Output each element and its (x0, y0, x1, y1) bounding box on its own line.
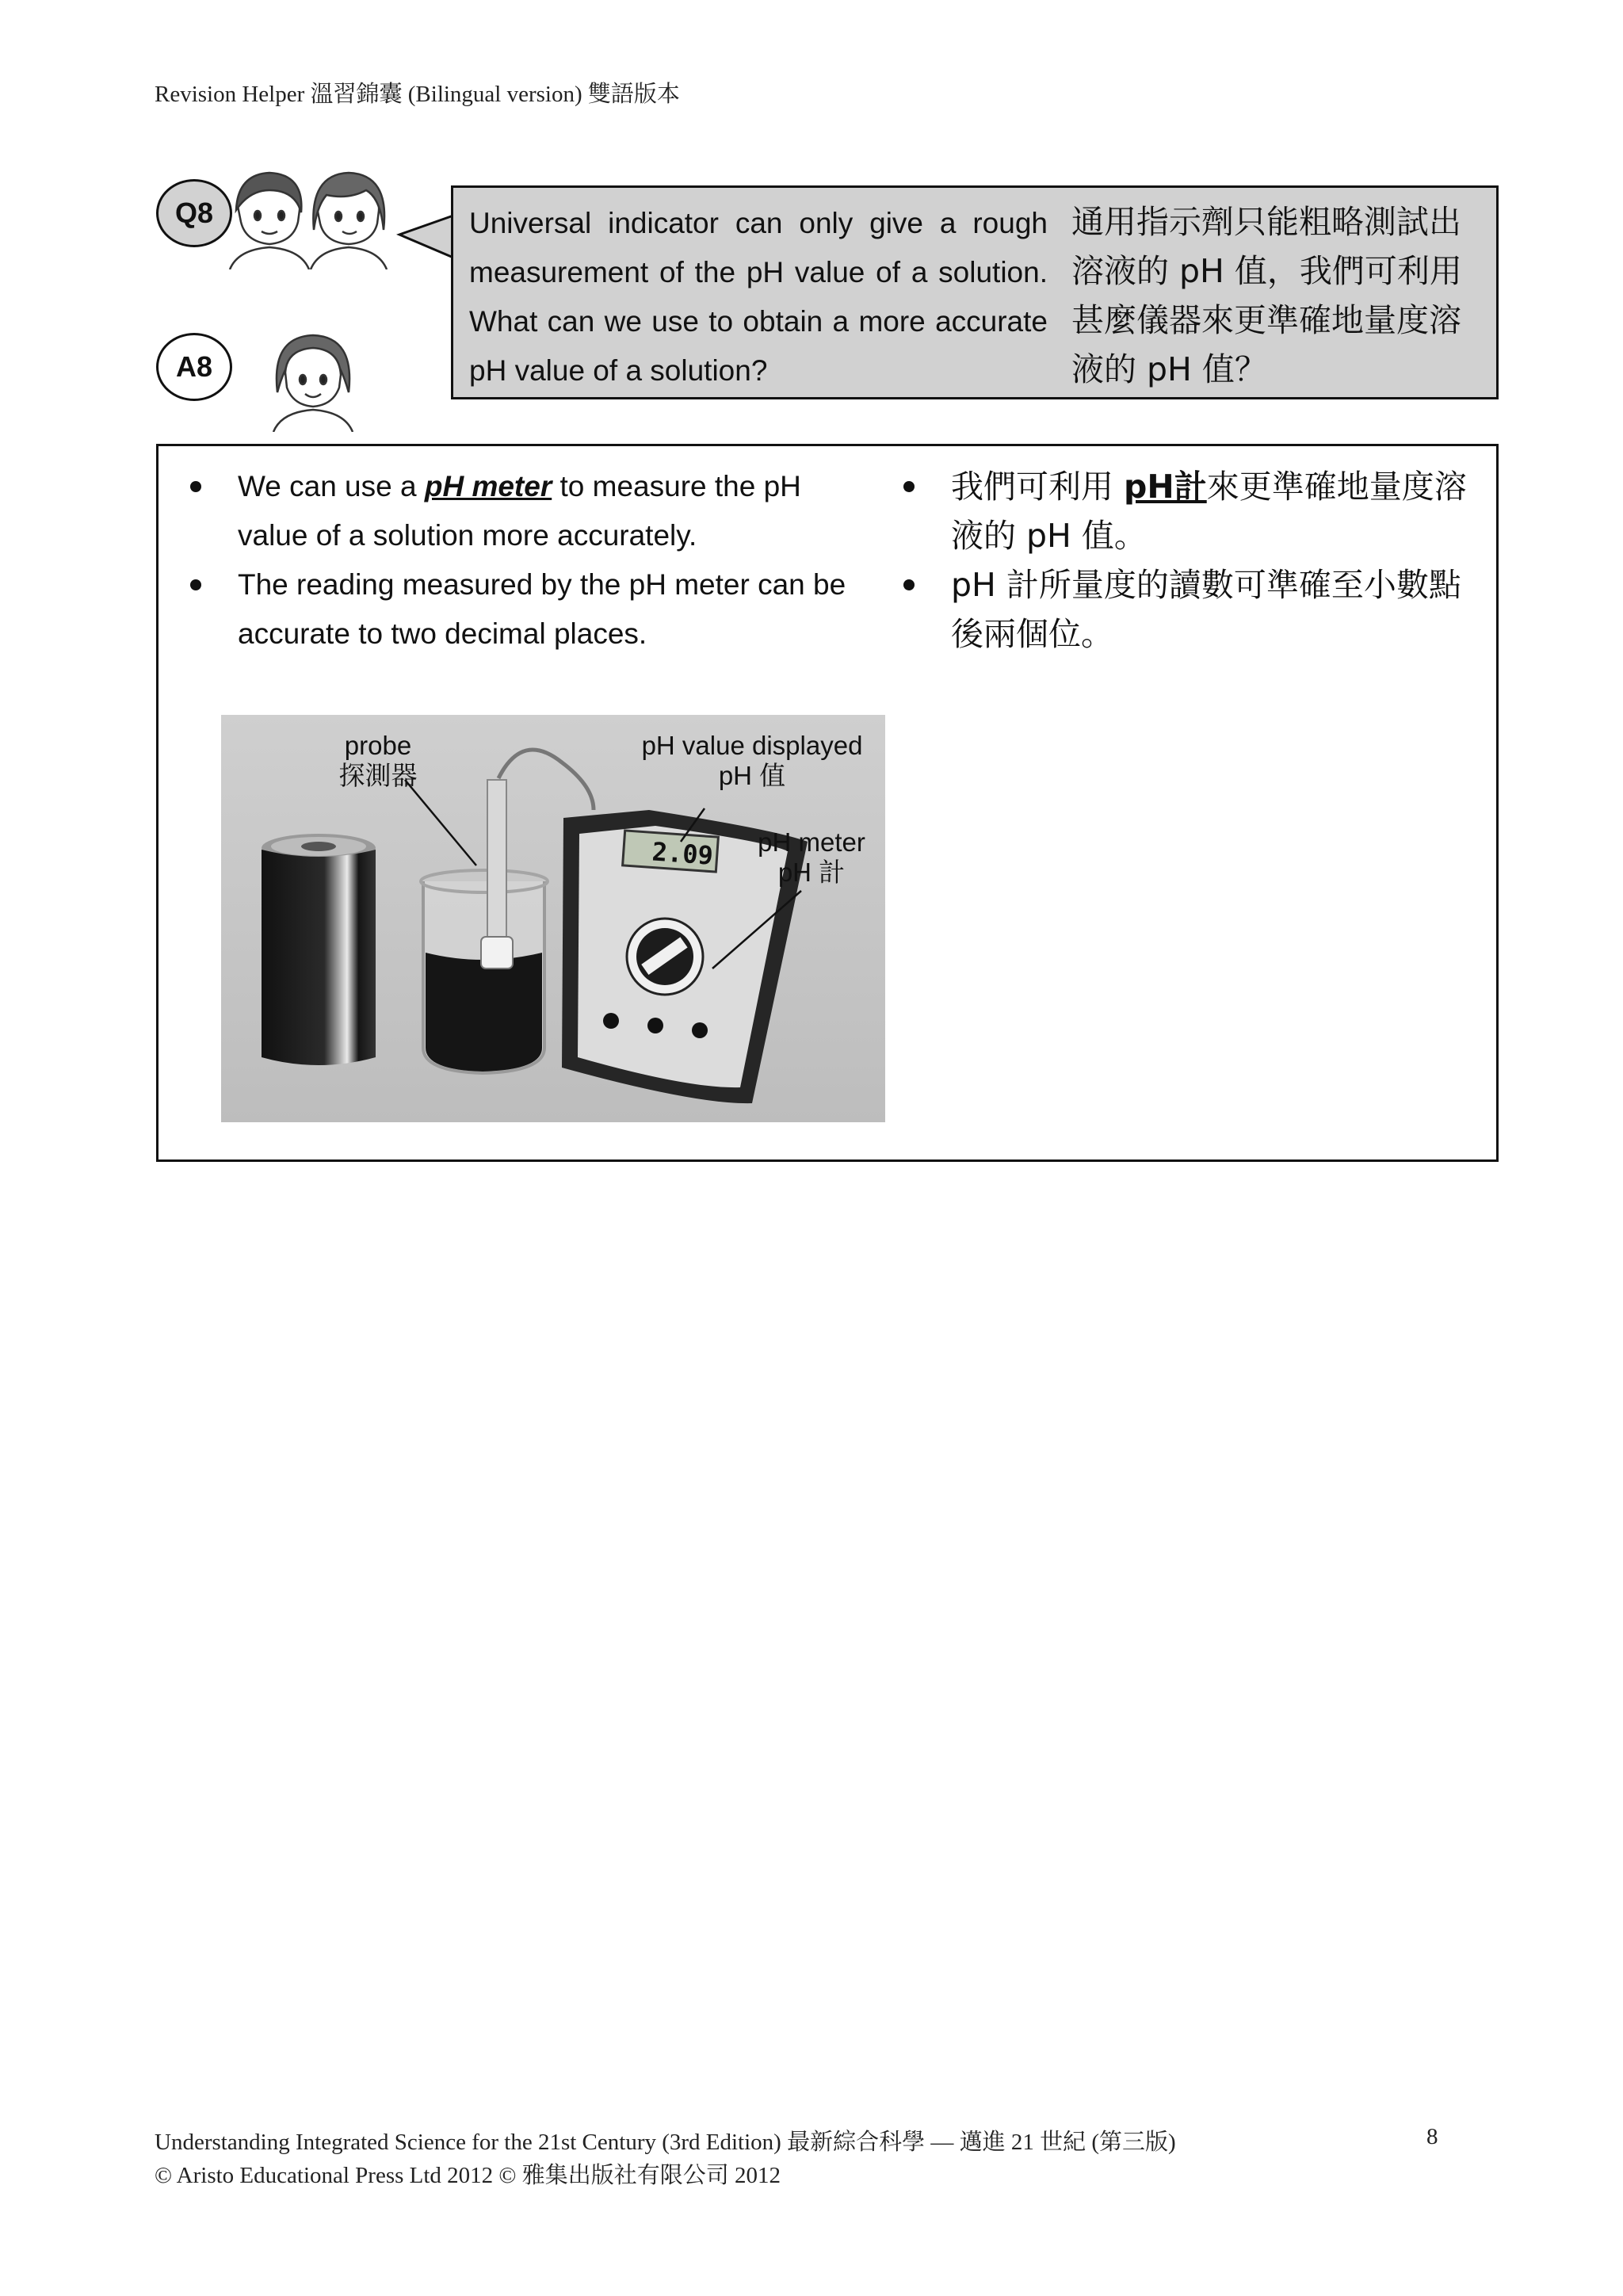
answer-bullet-en-2 (174, 560, 872, 659)
answer-bullets-en (174, 462, 872, 659)
question-text-zh: 通用指示劑只能粗略測試出溶液的 pH 值，我們可利用甚麼儀器來更準確地量度溶液的 pH 值？ (1071, 203, 1462, 388)
footer-copyright: © Aristo Educational Press Ltd 2012 © 雅集出版社有限公司 2012 (155, 2163, 781, 2188)
bullet-text: 來更準確地量度溶液的 pH 值。 (951, 468, 1467, 555)
display-label-en: pH value displayed (641, 731, 863, 760)
meter-label-en: pH meter (758, 827, 865, 857)
meter-label-zh: pH 計 (777, 858, 846, 887)
probe-label-zh: 探測器 (338, 761, 418, 790)
question-bubble-tail (396, 214, 460, 269)
page-header: Revision Helper 溫習錦囊 (Bilingual version) 雙語版本 (155, 82, 680, 107)
beaker (421, 870, 548, 1073)
soda-can (262, 834, 376, 1065)
bullet-dot (903, 481, 915, 492)
teacher-illustration (262, 329, 365, 432)
answer-bullet-en-1 (174, 462, 872, 560)
bullet-text: pH 計所量度的讀數可準確至小數點後兩個位。 (951, 566, 1461, 653)
question-tag: Q8 (156, 179, 232, 247)
answer-bullet-zh-1 (888, 462, 1490, 560)
bullet-text: We can use a (238, 470, 425, 502)
keyword-ph-meter-zh: pH計 (1124, 468, 1207, 506)
question-box (451, 185, 1499, 399)
bullet-dot (903, 579, 915, 590)
meter-reading: 2.09 (651, 836, 715, 871)
meter-label (744, 827, 879, 888)
display-label-zh: pH 值 (718, 761, 786, 790)
footer-book-title: Understanding Integrated Science for the 21st Century (3rd Edition) 最新綜合科學 — 邁進 21 世紀 (第三版) (155, 2130, 1176, 2155)
answer-bullet-zh-2 (888, 560, 1490, 659)
page-number: 8 (1426, 2124, 1438, 2149)
question-text-en: Universal indicator can only give a rough measurement of the pH value of a solution. What can we use to obtain a more accurate pH value of a solution? (469, 207, 1048, 387)
students-illustration (222, 166, 396, 269)
bullet-text: The reading measured by the pH meter can be accurate to two decimal places. (238, 568, 846, 650)
bullet-text: to measure the pH value of a solution more accurately. (238, 470, 801, 552)
probe-label (315, 731, 441, 791)
probe-label-en: probe (344, 731, 412, 760)
ph-meter-photo (221, 715, 885, 1122)
bullet-text: 我們可利用 (951, 468, 1125, 506)
bullet-dot (190, 579, 201, 590)
keyword-ph-meter: pH meter (424, 470, 552, 502)
bullet-dot (190, 481, 201, 492)
answer-bullets-zh (888, 462, 1490, 659)
answer-tag: A8 (156, 333, 232, 401)
display-label (625, 731, 879, 791)
